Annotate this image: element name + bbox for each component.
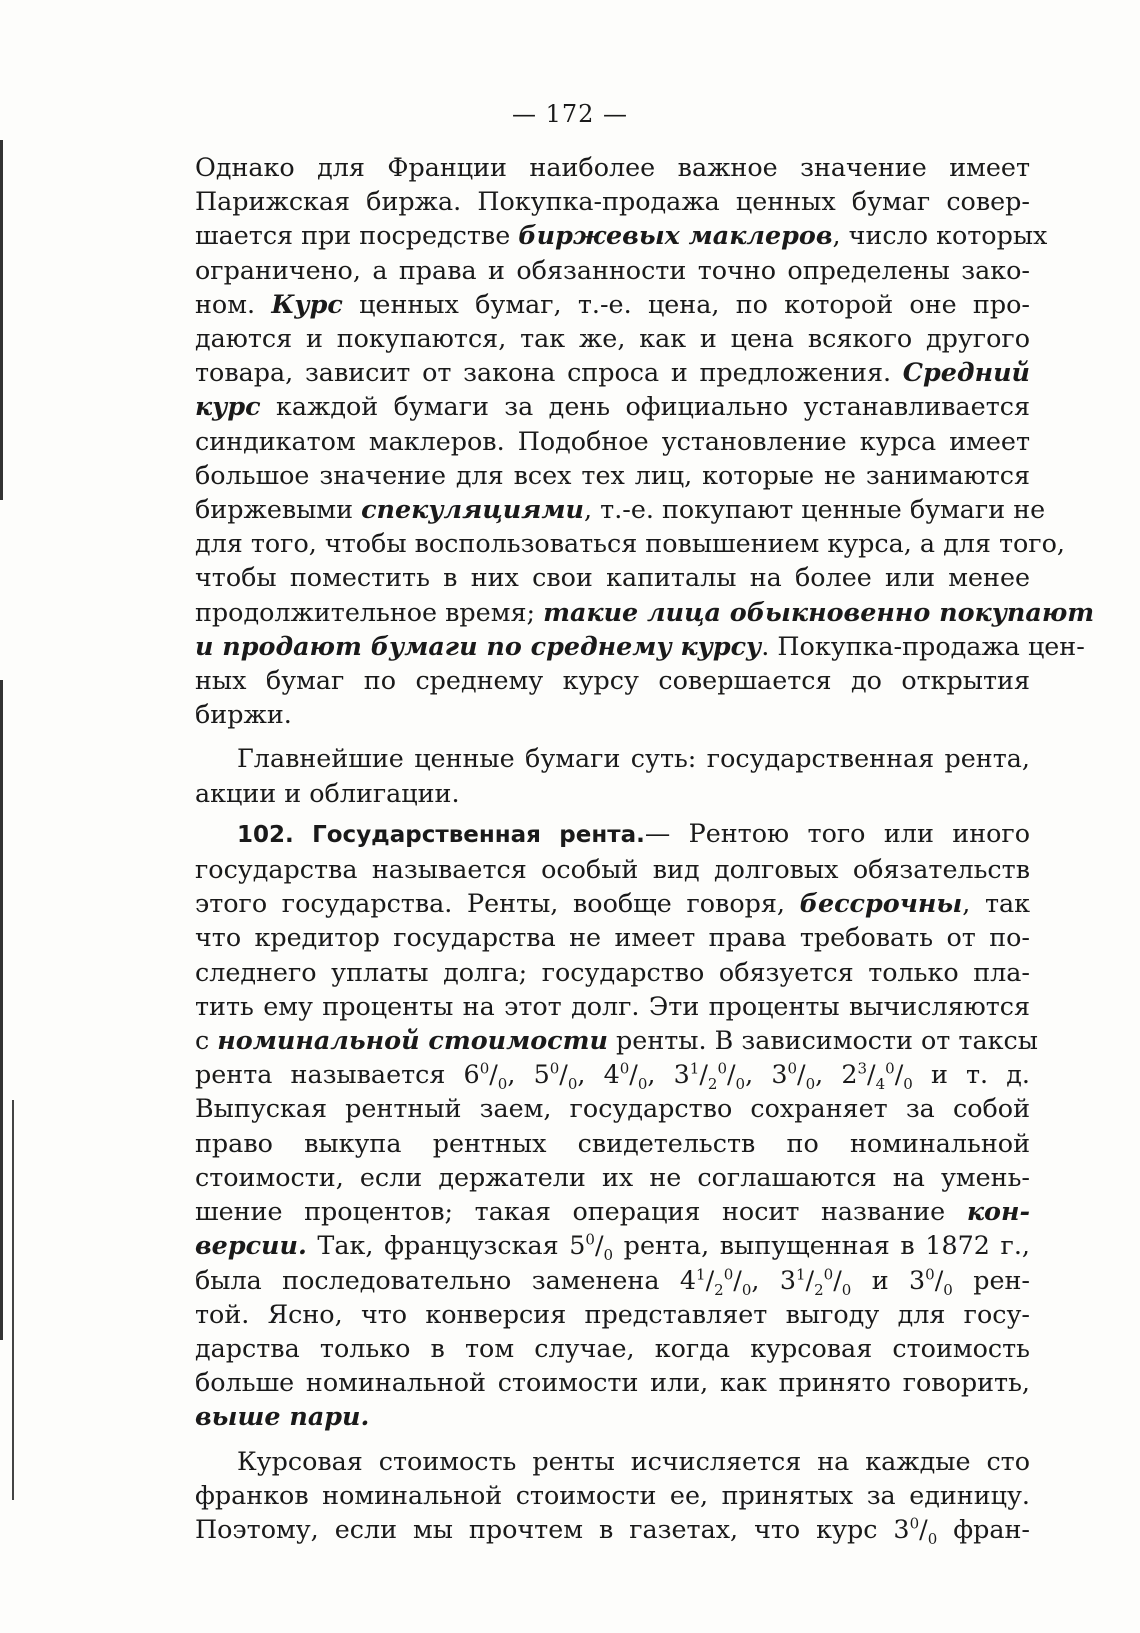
- text-line: стоимости, если держатели их не соглашаются на умень-: [195, 1161, 1030, 1192]
- text-line: тить ему проценты на этот долг. Эти проценты вычисляются: [195, 990, 1030, 1021]
- text-line: Выпуская рентный заем, государство сохраняет за собой: [195, 1093, 1030, 1124]
- text-line: курс каждой бумаги за день официально устанавливается: [195, 391, 1030, 422]
- text-line: шение процентов; такая операция носит название кон-: [195, 1196, 1030, 1227]
- paragraph: [195, 150, 1095, 731]
- text-line: большое значение для всех тех лиц, которые не занимаются: [195, 459, 1030, 490]
- text-line: что кредитор государства не имеет права требовать от по-: [195, 922, 1030, 953]
- text-line: биржи.: [195, 699, 292, 730]
- text-line: ограничено, а права и обязанности точно определены зако-: [195, 254, 1030, 285]
- rates-line: рента называется $6^0/_0$, $5^0/_0$, $4^0/_0$, $3^1/_2^0/_0$, $3^0/_0$, $2^3/_4^0/_0$ и т. д.: [195, 1059, 1030, 1094]
- text-line: этого государства. Ренты, вообще говоря, бессрочны, так: [195, 888, 1030, 919]
- text-line: право выкупа рентных свидетельств по номинальной: [195, 1127, 1030, 1158]
- paragraph: [195, 741, 1030, 809]
- text-line: государства называется особый вид долговых обязательств: [195, 854, 1030, 885]
- text-line: товара, зависит от закона спроса и предложения. Средний: [195, 357, 1030, 388]
- text-line: франков номинальной стоимости ее, принятых за единицу.: [195, 1479, 1030, 1510]
- text-line: шается при посредстве биржевых маклеров, число которых: [195, 220, 1048, 251]
- scan-edge-mark: [12, 1100, 14, 1500]
- paragraph: [195, 1444, 1030, 1547]
- text-line: ных бумаг по среднему курсу совершается до открытия: [195, 665, 1030, 696]
- section-102: [195, 816, 1038, 1434]
- text-line: синдикатом маклеров. Подобное установление курса имеет: [195, 425, 1030, 456]
- text-line: и продают бумаги по среднему курсу. Покупка-продажа цен-: [195, 630, 1085, 661]
- text-line: той. Ясно, что конверсия представляет выгоду для госу-: [195, 1298, 1030, 1329]
- text-line: чтобы поместить в них свои капиталы на более или менее: [195, 562, 1030, 593]
- page-body: [195, 150, 1095, 1548]
- text-line: ном. Курс ценных бумаг, т.-е. цена, по которой оне про-: [195, 288, 1030, 319]
- text-line: версии. Так, французская $5^0/_0$ рента, выпущенная в 1872 г.,: [195, 1230, 1030, 1265]
- text-line: была последовательно заменена $4^1/_2^0/_0$, $3^1/_2^0/_0$ и $3^0/_0$ рен-: [195, 1264, 1031, 1299]
- text-line: для того, чтобы воспользоваться повышением курса, а для того,: [195, 528, 1065, 559]
- text-line: с номинальной стоимости ренты. В зависимости от таксы: [195, 1025, 1038, 1056]
- text-line: 102. Государственная рента.— Рентою того или иного: [237, 817, 1031, 848]
- text-line: больше номинальной стоимости или, как принято говорить,: [195, 1367, 1030, 1398]
- text-line: биржевыми спекуляциями, т.-е. покупают ценные бумаги не: [195, 494, 1046, 525]
- text-line: Поэтому, если мы прочтем в газетах, что курс $3^0/_0$ фран-: [195, 1513, 1030, 1548]
- text-line: Главнейшие ценные бумаги суть: государственная рента,: [237, 743, 1030, 774]
- text-line: дарства только в том случае, когда курсовая стоимость: [195, 1332, 1030, 1363]
- page-number: — 172 —: [511, 100, 629, 128]
- text-line: выше пари.: [195, 1401, 370, 1432]
- scan-edge-mark: [0, 140, 3, 1340]
- section-title: 102. Государственная рента.: [237, 821, 645, 848]
- text-line: Однако для Франции наиболее важное значение имеет: [195, 152, 1030, 182]
- text-line: Парижская биржа. Покупка-продажа ценных бумаг совер-: [195, 186, 1030, 217]
- text-line: Курсовая стоимость ренты исчисляется на каждые сто: [237, 1445, 1030, 1476]
- text-line: следнего уплаты долга; государство обязуется только пла-: [195, 956, 1030, 987]
- text-line: даются и покупаются, так же, как и цена всякого другого: [195, 323, 1030, 354]
- text-line: акции и облигации.: [195, 777, 460, 808]
- text-line: продолжительное время; такие лица обыкновенно покупают: [195, 596, 1095, 627]
